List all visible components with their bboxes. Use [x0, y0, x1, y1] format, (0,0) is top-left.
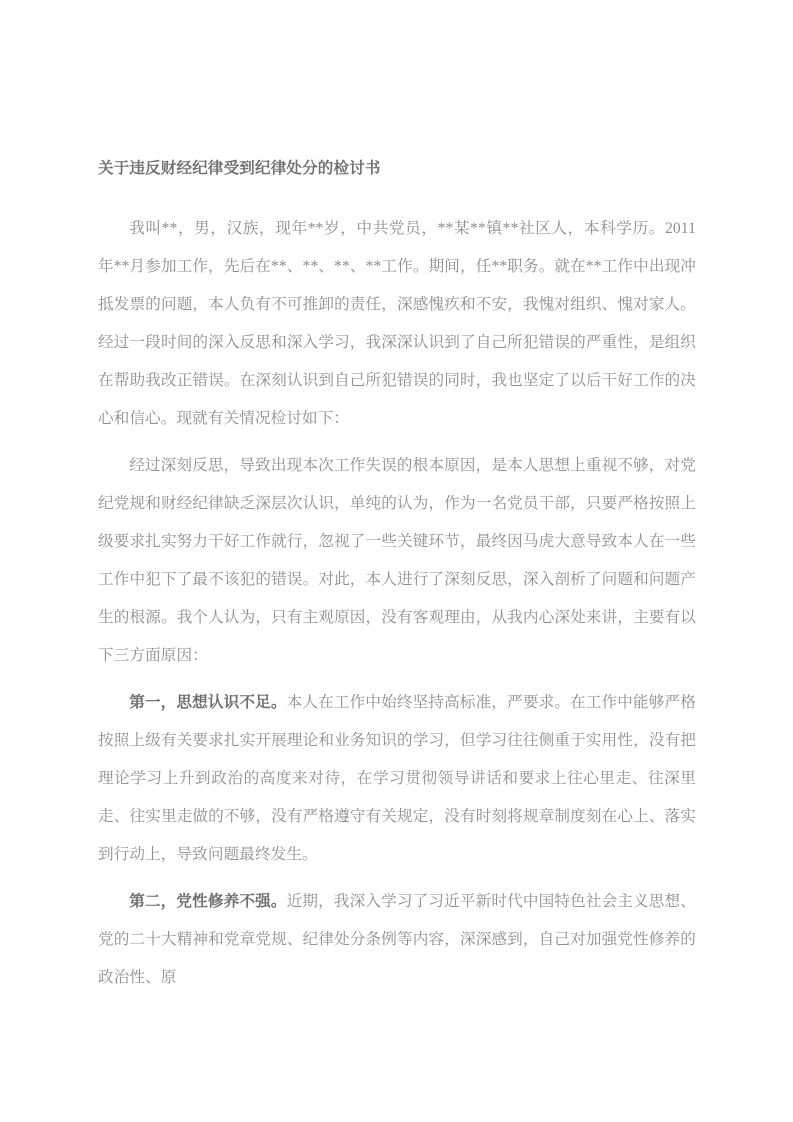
paragraph-text: 我叫**，男，汉族，现年**岁，中共党员，**某**镇**社区人，本科学历。2011 年**月参加工作，先后在**、**、**、**工作。期间，任**职务。就在**工作中出现冲抵发票的问题，本人负有不可推卸的责任，深感愧疚和不安，我愧对组织、愧对家人。经过一段时间的深入反思和深入学习，我深深认识到了自己所犯错误的严重性，是组织在帮助我改正错误。在深刻认识到自己所犯错误的同时，我也坚定了以后干好工作的决心和信心。现就有关情况检讨如下： — [98, 220, 696, 427]
paragraph-intro — [98, 210, 696, 438]
page-title: 关于违反财经纪律受到纪律处分的检讨书 — [98, 160, 381, 177]
paragraph-text: 本人在工作中始终坚持高标准，严要求。在工作中能够严格按照上级有关要求扎实开展理论和业务知识的学习，但学习往往侧重于实用性，没有把理论学习上升到政治的高度来对待，在学习贯彻领导讲话和要求上往心里走、往深里走、往实里走做的不够，没有严格遵守有关规定，没有时刻将规章制度刻在心上、落实到行动上，导致问题最终发生。 — [98, 694, 696, 863]
paragraph-lead: 第二，党性修养不强。 — [129, 893, 287, 910]
paragraph-root-cause — [98, 447, 696, 675]
paragraph-reason-one — [98, 684, 696, 874]
document-body — [98, 156, 696, 997]
paragraph-lead: 第一，思想认识不足。 — [129, 694, 287, 711]
paragraph-text: 经过深刻反思，导致出现本次工作失误的根本原因，是本人思想上重视不够，对党纪党规和财经纪律缺乏深层次认识，单纯的认为，作为一名党员干部，只要严格按照上级要求扎实努力干好工作就行，忽视了一些关键环节，最终因马虎大意导致本人在一些工作中犯下了最不该犯的错误。对此，本人进行了深刻反思，深入剖析了问题和问题产生的根源。我个人认为，只有主观原因，没有客观理由，从我内心深处来讲，主要有以下三方面原因： — [98, 457, 696, 664]
paragraph-reason-two — [98, 883, 696, 997]
paragraph-text: 近期，我深入学习了习近平新时代中国特色社会主义思想、党的二十大精神和党章党规、纪律处分条例等内容，深深感到，自己对加强党性修养的政治性、原 — [98, 893, 696, 986]
